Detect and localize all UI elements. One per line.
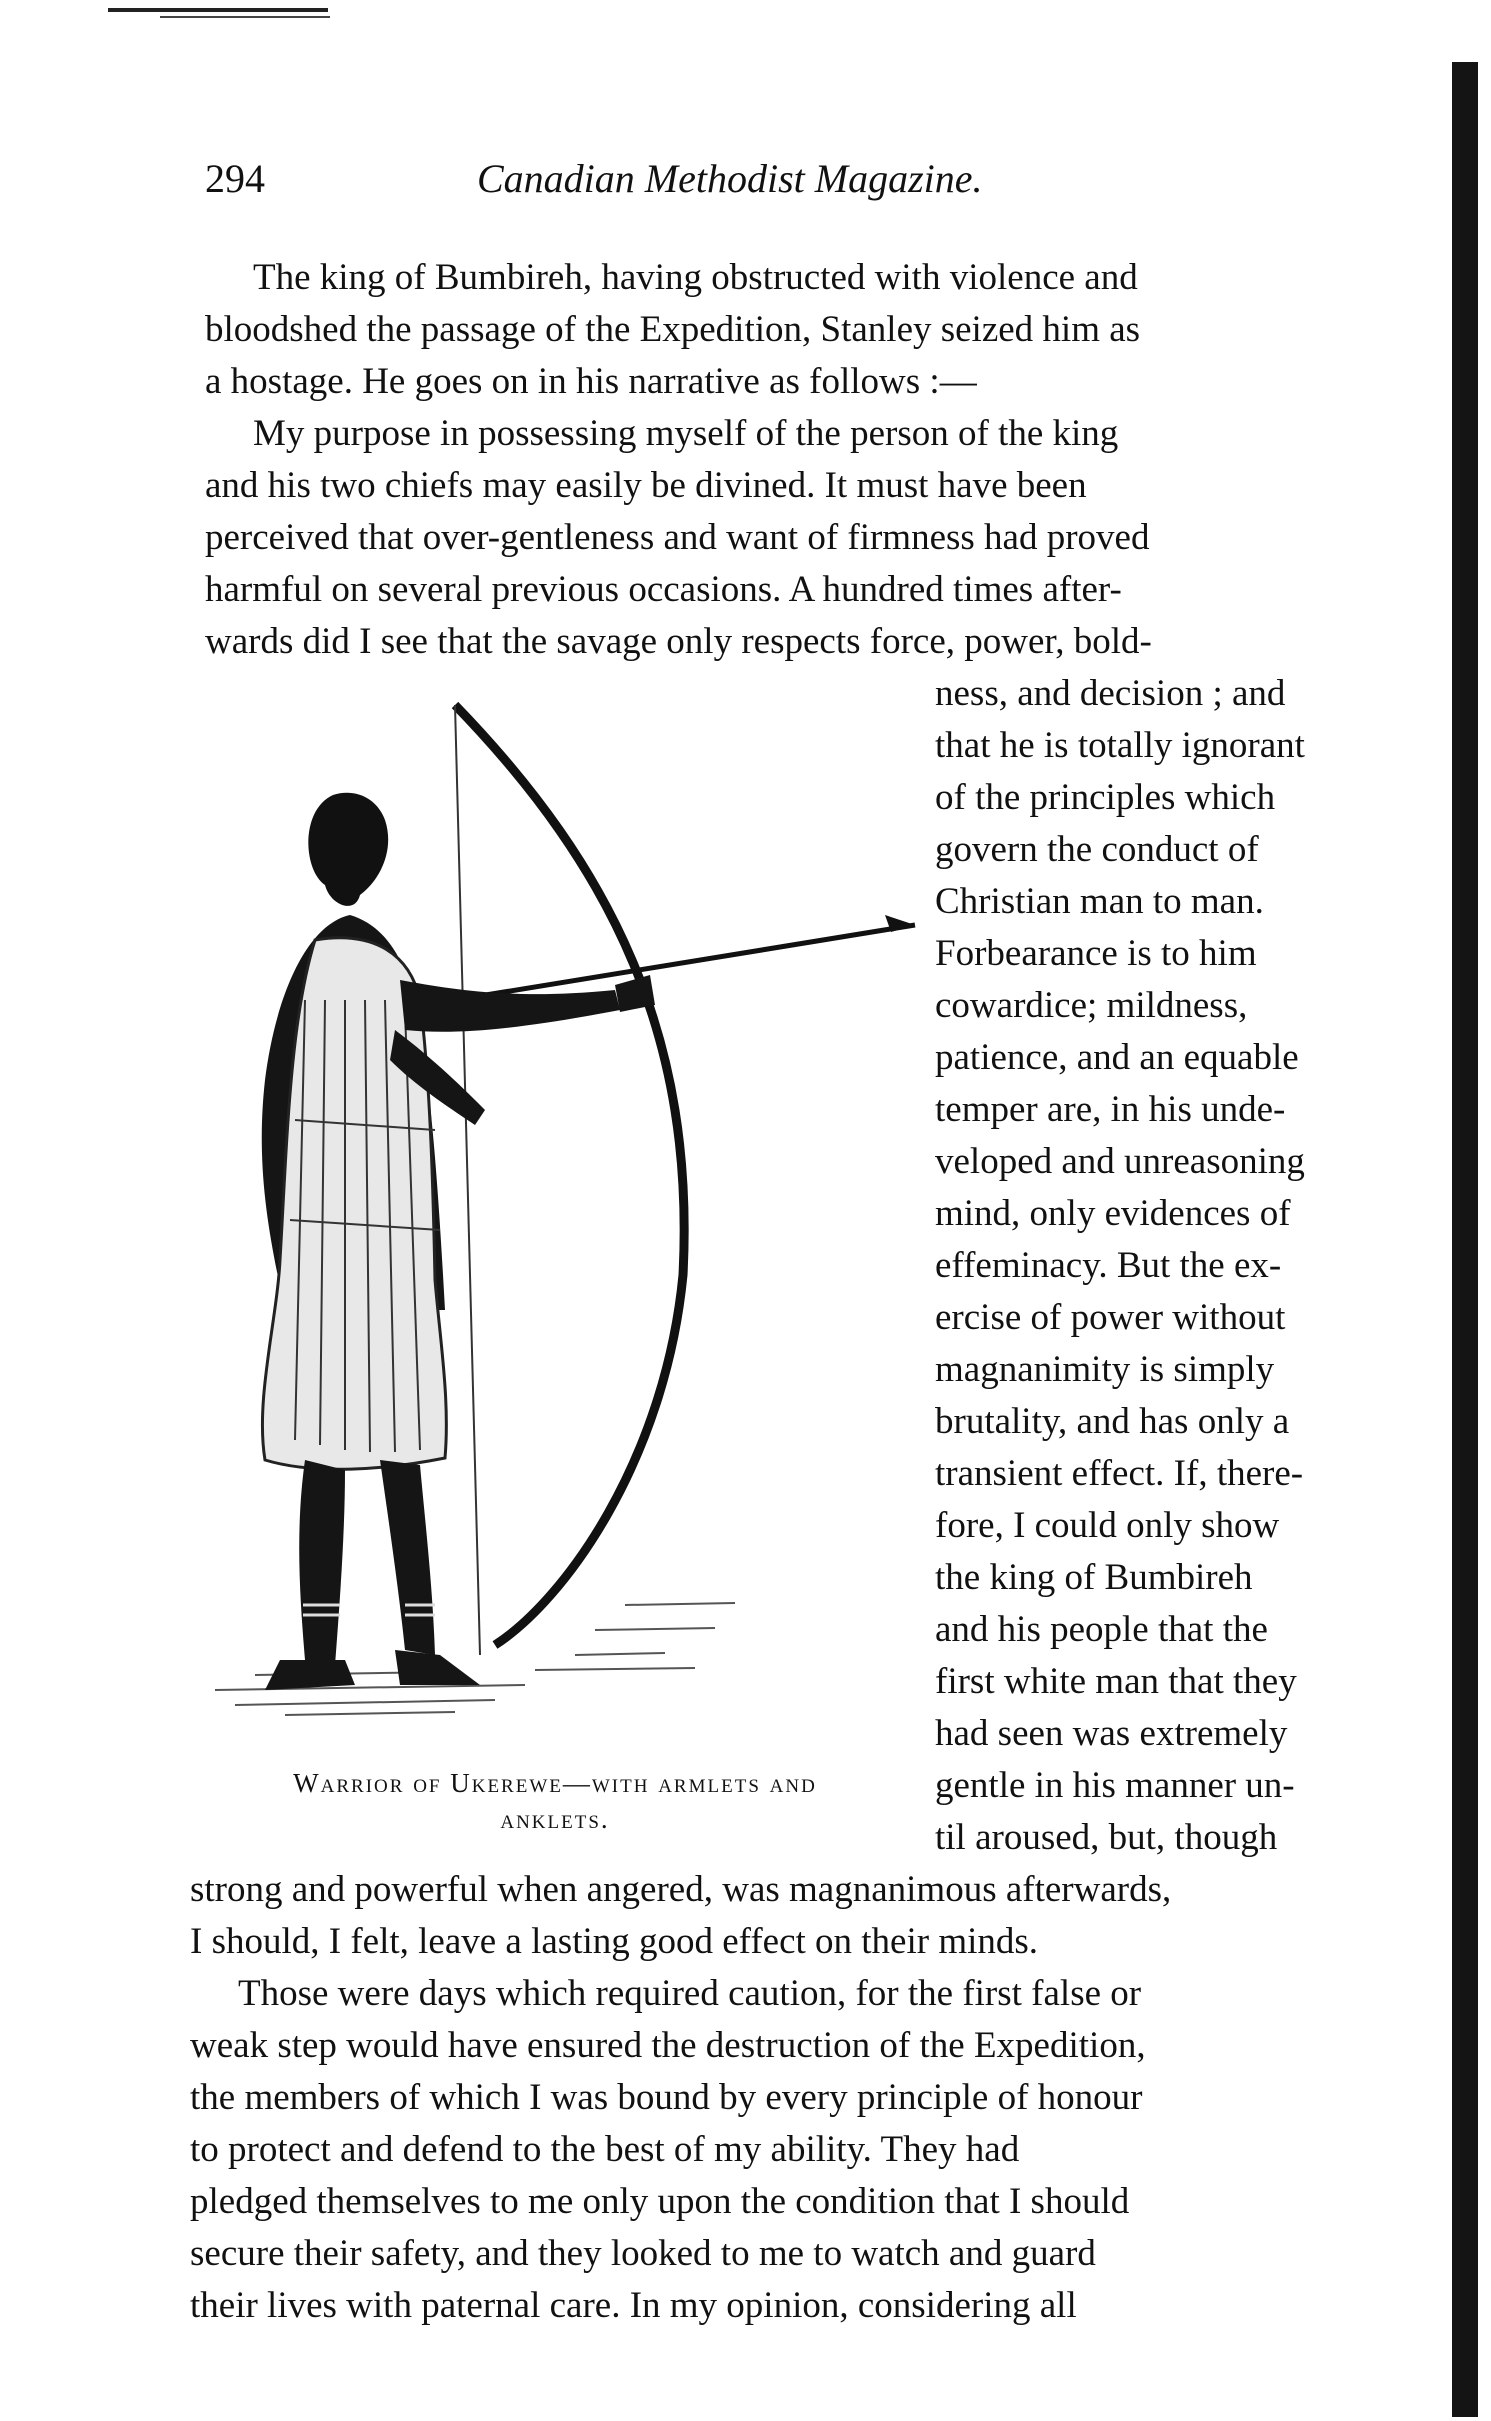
text-line: My purpose in possessing myself of the person of the king	[253, 413, 1119, 454]
text-line: mind, only evidences of	[935, 1193, 1291, 1234]
text-line: secure their safety, and they looked to me to watch and guard	[190, 2233, 1096, 2274]
text-line: ercise of power without	[935, 1297, 1286, 1338]
text-line: Those were days which required caution, for the first false or	[238, 1973, 1142, 2014]
illustration-caption	[205, 1765, 905, 1837]
text-line: magnanimity is simply	[935, 1349, 1275, 1390]
top-rule	[108, 8, 328, 12]
text-line: transient effect. If, there-	[935, 1453, 1304, 1494]
page-header	[205, 155, 1105, 215]
text-line: a hostage. He goes on in his narrative as follows :—	[205, 361, 977, 402]
text-line: had seen was extremely	[935, 1713, 1288, 1754]
text-line: weak step would have ensured the destruction of the Expedition,	[190, 2025, 1146, 2066]
text-line: strong and powerful when angered, was magnanimous afterwards,	[190, 1869, 1172, 1910]
caption-line: Warrior of Ukerewe—with armlets and	[293, 1768, 817, 1798]
text-line: I should, I felt, leave a lasting good effect on their minds.	[190, 1921, 1039, 1962]
text-line: ness, and decision ; and	[935, 673, 1286, 714]
text-line: their lives with paternal care. In my opinion, considering all	[190, 2285, 1077, 2326]
text-line: veloped and unreasoning	[935, 1141, 1305, 1182]
text-line: cowardice; mildness,	[935, 985, 1248, 1026]
warrior-archer-engraving	[195, 700, 955, 1760]
intro-paragraph	[205, 252, 1140, 408]
text-line: gentle in his manner un-	[935, 1765, 1295, 1806]
caption-line: anklets.	[500, 1804, 610, 1834]
text-line: Christian man to man.	[935, 881, 1264, 922]
running-title: Canadian Methodist Magazine.	[477, 156, 983, 201]
text-line: bloodshed the passage of the Expedition, Stanley seized him as	[205, 309, 1141, 350]
text-line: first white man that they	[935, 1661, 1297, 1702]
text-line: of the principles which	[935, 777, 1276, 818]
quote-text-column	[935, 668, 1305, 1864]
text-line: and his people that the	[935, 1609, 1268, 1650]
text-line: patience, and an equable	[935, 1037, 1299, 1078]
page-edge-shadow	[1452, 62, 1478, 2417]
text-line: temper are, in his unde-	[935, 1089, 1286, 1130]
text-line: govern the conduct of	[935, 829, 1259, 870]
text-line: fore, I could only show	[935, 1505, 1280, 1546]
text-line: the king of Bumbireh	[935, 1557, 1253, 1598]
quote-paragraph-bottom	[190, 1864, 1171, 1968]
text-line: the members of which I was bound by every principle of honour	[190, 2077, 1143, 2118]
text-line: harmful on several previous occasions. A hundred times after-	[205, 569, 1122, 610]
text-line: wards did I see that the savage only respects force, power, bold-	[205, 621, 1152, 662]
text-line: effeminacy. But the ex-	[935, 1245, 1282, 1286]
text-line: perceived that over-gentleness and want of firmness had proved	[205, 517, 1150, 558]
top-rule-thin	[160, 16, 330, 18]
text-line: Forbearance is to him	[935, 933, 1257, 974]
text-line: pledged themselves to me only upon the condition that I should	[190, 2181, 1130, 2222]
text-line: and his two chiefs may easily be divined. It must have been	[205, 465, 1087, 506]
final-paragraph	[190, 1968, 1146, 2332]
text-line: to protect and defend to the best of my ability. They had	[190, 2129, 1020, 2170]
page-number: 294	[205, 156, 265, 201]
quote-paragraph-top	[205, 408, 1152, 668]
text-line: that he is totally ignorant	[935, 725, 1305, 766]
text-line: brutality, and has only a	[935, 1401, 1290, 1442]
text-line: The king of Bumbireh, having obstructed with violence and	[253, 257, 1138, 298]
warrior-illustration	[195, 700, 955, 1760]
text-line: til aroused, but, though	[935, 1817, 1278, 1858]
